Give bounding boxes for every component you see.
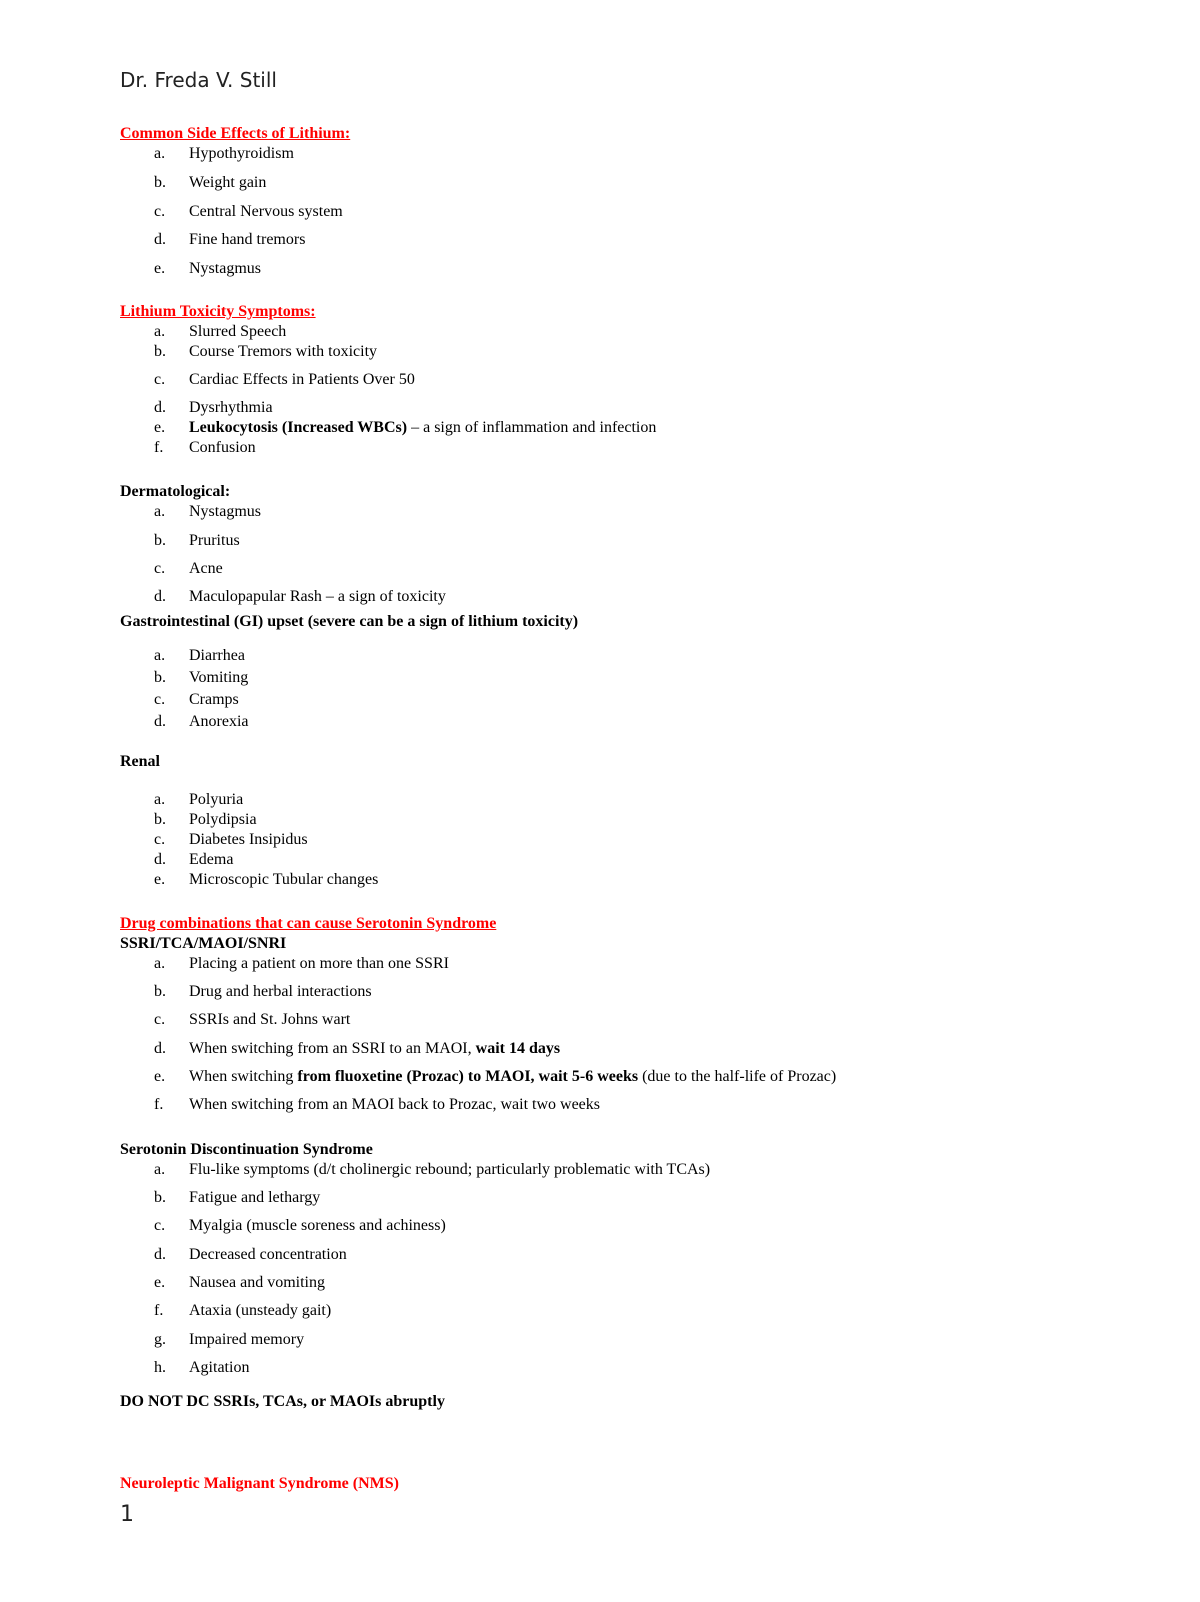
list-item-text xyxy=(189,830,308,850)
list-item-text-segment: Hypothyroidism xyxy=(189,145,294,162)
list-item-text xyxy=(189,668,248,688)
list-item-text-segment: Flu-like symptoms (d/t cholinergic rebound; particularly problematic with TCAs) xyxy=(189,1161,711,1178)
list-marker: b. xyxy=(154,343,166,360)
list-item-text-segment: Vomiting xyxy=(189,669,249,686)
list-item-text-segment: Impaired memory xyxy=(189,1331,305,1348)
list-marker: e. xyxy=(154,1068,166,1085)
discontinuation-warning: DO NOT DC SSRIs, TCAs, or MAOIs abruptly xyxy=(120,1393,445,1410)
list-item-text-segment: Fine hand tremors xyxy=(189,231,306,248)
list-item-text-segment: Central Nervous system xyxy=(189,203,343,220)
list-item-text-segment: Drug and herbal interactions xyxy=(189,983,372,1000)
list-marker: h. xyxy=(154,1359,166,1376)
list-item-text xyxy=(189,646,245,666)
list-item-text xyxy=(189,1188,320,1208)
list-marker: e. xyxy=(154,260,166,277)
list-marker: f. xyxy=(154,439,164,456)
list-item-text xyxy=(189,531,240,551)
section-title-gastrointestinal: Gastrointestinal (GI) upset (severe can be a sign of lithium toxicity) xyxy=(120,613,579,630)
list-item-text xyxy=(189,438,256,458)
list-marker: a. xyxy=(154,647,166,664)
section-title-lithium-toxicity: Lithium Toxicity Symptoms: xyxy=(120,303,316,320)
section-title-dermatological: Dermatological: xyxy=(120,483,231,500)
list-item-text-segment: Nausea and vomiting xyxy=(189,1274,325,1291)
list-marker: d. xyxy=(154,713,166,730)
list-item-text xyxy=(189,559,223,579)
list-item-text xyxy=(189,173,266,193)
list-item-text-segment: – a sign of inflammation and infection xyxy=(407,419,657,436)
list-marker: e. xyxy=(154,871,166,888)
list-item-text xyxy=(189,322,286,342)
list-marker: d. xyxy=(154,399,166,416)
list-item-text xyxy=(189,1095,600,1115)
list-marker: c. xyxy=(154,560,166,577)
list-marker: b. xyxy=(154,1189,166,1206)
list-item-text xyxy=(189,1010,350,1030)
list-marker: d. xyxy=(154,588,166,605)
list-item-text xyxy=(189,398,273,418)
section-title-renal: Renal xyxy=(120,753,160,770)
list-item-text-segment: Weight gain xyxy=(189,174,267,191)
list-marker: a. xyxy=(154,145,166,162)
section-title-serotonin-syndrome: Drug combinations that can cause Serotonin Syndrome xyxy=(120,915,497,932)
list-marker: c. xyxy=(154,203,166,220)
list-marker: f. xyxy=(154,1096,164,1113)
list-item-text xyxy=(189,1245,347,1265)
list-item-text xyxy=(189,418,656,438)
list-item-text xyxy=(189,1067,836,1087)
list-item-text-segment: SSRIs and St. Johns wart xyxy=(189,1011,351,1028)
list-item-text-segment: Diabetes Insipidus xyxy=(189,831,308,848)
document-header-author: Dr. Freda V. Still xyxy=(120,68,277,92)
list-marker: c. xyxy=(154,1217,166,1234)
list-item-text xyxy=(189,870,378,890)
list-marker: b. xyxy=(154,983,166,1000)
section-title-discontinuation: Serotonin Discontinuation Syndrome xyxy=(120,1141,373,1158)
list-item-text xyxy=(189,850,233,870)
list-marker: c. xyxy=(154,371,166,388)
list-item-text xyxy=(189,1216,446,1236)
list-marker: b. xyxy=(154,174,166,191)
section-subtitle-drug-classes: SSRI/TCA/MAOI/SNRI xyxy=(120,935,287,952)
list-item-text-segment: Polyuria xyxy=(189,791,244,808)
list-marker: e. xyxy=(154,1274,166,1291)
list-item-text-segment: Maculopapular Rash – a sign of toxicity xyxy=(189,588,446,605)
list-item-text xyxy=(189,370,415,390)
list-item-text xyxy=(189,1358,249,1378)
list-item-text xyxy=(189,342,377,362)
list-item-text xyxy=(189,502,261,522)
list-item-text-segment: Fatigue and lethargy xyxy=(189,1189,321,1206)
list-marker: d. xyxy=(154,1040,166,1057)
list-item-text-segment: Cardiac Effects in Patients Over 50 xyxy=(189,371,415,388)
list-item-text xyxy=(189,230,305,250)
list-marker: b. xyxy=(154,811,166,828)
list-marker: c. xyxy=(154,691,166,708)
list-item-text xyxy=(189,712,249,732)
list-item-text xyxy=(189,259,261,279)
list-item-text-segment: Myalgia (muscle soreness and achiness) xyxy=(189,1217,446,1234)
list-marker: e. xyxy=(154,419,166,436)
list-item-text xyxy=(189,810,257,830)
list-item-emphasis: Leukocytosis (Increased WBCs) xyxy=(189,419,408,436)
list-item-text-segment: Pruritus xyxy=(189,532,240,549)
list-item-text-segment: Microscopic Tubular changes xyxy=(189,871,379,888)
list-marker: d. xyxy=(154,851,166,868)
list-item-text xyxy=(189,587,446,607)
list-marker: d. xyxy=(154,1246,166,1263)
list-item-text xyxy=(189,790,243,810)
list-item-text-segment: When switching from an SSRI to an MAOI, xyxy=(189,1040,476,1057)
list-item-text xyxy=(189,1301,331,1321)
list-item-text-segment: Agitation xyxy=(189,1359,250,1376)
list-item-text-segment: Anorexia xyxy=(189,713,249,730)
list-item-text-segment: Polydipsia xyxy=(189,811,257,828)
list-marker: b. xyxy=(154,532,166,549)
list-item-text-segment: When switching from an MAOI back to Prozac, wait two weeks xyxy=(189,1096,600,1113)
list-marker: a. xyxy=(154,955,166,972)
list-item-emphasis: wait 14 days xyxy=(475,1040,561,1057)
list-item-text-segment: Course Tremors with toxicity xyxy=(189,343,378,360)
list-marker: a. xyxy=(154,1161,166,1178)
list-marker: a. xyxy=(154,323,166,340)
list-item-text-segment: When switching xyxy=(189,1068,298,1085)
list-item-text xyxy=(189,202,343,222)
list-marker: a. xyxy=(154,791,166,808)
list-item-text xyxy=(189,1039,560,1059)
list-item-emphasis: from fluoxetine (Prozac) to MAOI, wait 5-6 weeks xyxy=(297,1068,639,1085)
list-item-text-segment: Slurred Speech xyxy=(189,323,287,340)
list-item-text xyxy=(189,954,449,974)
list-item-text-segment: Diarrhea xyxy=(189,647,245,664)
list-item-text xyxy=(189,144,294,164)
list-item-text xyxy=(189,690,239,710)
section-title-lithium-side-effects: Common Side Effects of Lithium: xyxy=(120,125,351,142)
list-marker: a. xyxy=(154,503,166,520)
list-item-text-segment: Ataxia (unsteady gait) xyxy=(189,1302,332,1319)
page-number: 1 xyxy=(120,1502,134,1527)
list-item-text-segment: Dysrhythmia xyxy=(189,399,273,416)
list-item-text-segment: Nystagmus xyxy=(189,503,261,520)
list-item-text-segment: Cramps xyxy=(189,691,239,708)
list-marker: f. xyxy=(154,1302,164,1319)
list-item-text xyxy=(189,1273,325,1293)
list-item-text-segment: (due to the half-life of Prozac) xyxy=(638,1068,837,1085)
list-marker: c. xyxy=(154,831,166,848)
list-item-text-segment: Confusion xyxy=(189,439,256,456)
list-item-text-segment: Decreased concentration xyxy=(189,1246,347,1263)
list-marker: b. xyxy=(154,669,166,686)
list-item-text-segment: Acne xyxy=(189,560,223,577)
list-marker: c. xyxy=(154,1011,166,1028)
list-marker: d. xyxy=(154,231,166,248)
list-item-text xyxy=(189,1330,304,1350)
list-item-text-segment: Placing a patient on more than one SSRI xyxy=(189,955,449,972)
list-item-text xyxy=(189,1160,710,1180)
list-marker: g. xyxy=(154,1331,166,1348)
list-item-text xyxy=(189,982,372,1002)
section-title-nms: Neuroleptic Malignant Syndrome (NMS) xyxy=(120,1475,399,1492)
list-item-text-segment: Edema xyxy=(189,851,234,868)
list-item-text-segment: Nystagmus xyxy=(189,260,261,277)
